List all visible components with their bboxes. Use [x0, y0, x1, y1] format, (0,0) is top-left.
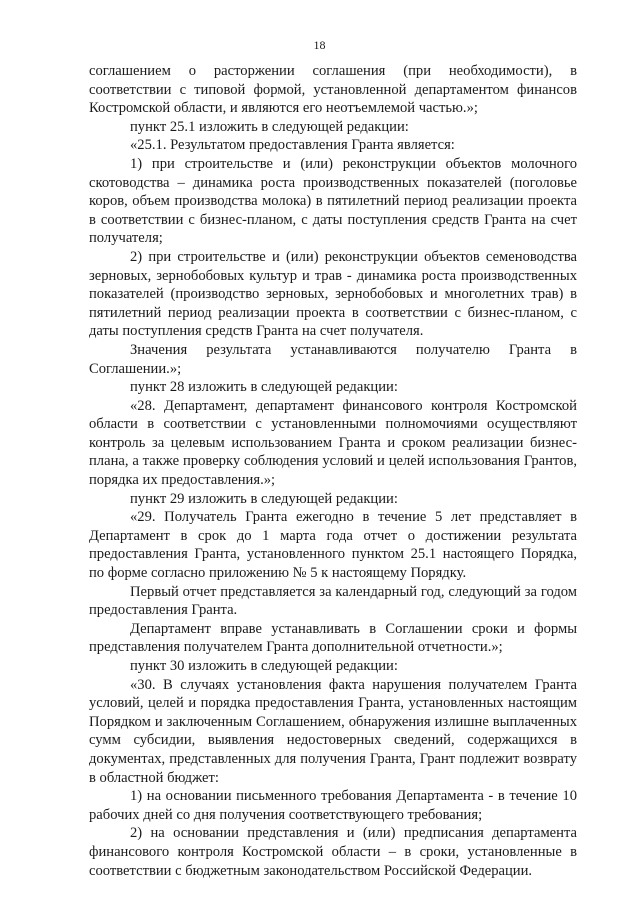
- paragraph-7: пункт 28 изложить в следующей редакции:: [130, 379, 398, 396]
- paragraph-15: 1) на основании письменного требования Департамента - в течение 10 рабочих дней со дня получения соответствующего требования;: [89, 788, 577, 823]
- page-number: 18: [313, 38, 326, 52]
- paragraph-11: Первый отчет представляется за календарный год, следующий за годом предоставления Гранта.: [89, 583, 577, 619]
- paragraph-10: «29. Получатель Гранта ежегодно в течение 5 лет представляет в Департамент в срок до 1 марта года отчет о достижении результата предоставления Гранта, установленного пунктом 25.1 настоящего Порядка, по форме согласно приложению № 5 к настоящему Порядку.: [89, 509, 577, 582]
- paragraph-9: пункт 29 изложить в следующей редакции:: [130, 490, 398, 507]
- paragraph-12: Департамент вправе устанавливать в Соглашении сроки и формы представления получателем Гранта дополнительной отчетности.»;: [89, 620, 577, 656]
- paragraph-16: 2) на основании представления и (или) предписания департамента финансового контроля Костромской области – в сроки, установленные в соответствии с бюджетным законодательством Российской Федерации.: [89, 825, 577, 879]
- paragraph-2: пункт 25.1 изложить в следующей редакции:: [130, 118, 409, 135]
- document-body: [89, 62, 577, 880]
- paragraph-5: 2) при строительстве и (или) реконструкции объектов семеноводства зерновых, зернобобовых культур и трав - динамика роста производственных показателей (производство зерновых, зернобобовых и многолетних трав) в пятилетний период реализации проекта в соответствии с бизнес-планом, с даты поступления средств Гранта на счет получателя.: [89, 248, 577, 340]
- paragraph-6: Значения результата устанавливаются получателю Гранта в Соглашении.»;: [89, 341, 577, 377]
- paragraph-8: «28. Департамент, департамент финансового контроля Костромской области в соответствии с установленными полномочиями осуществляют контроль за целевым использованием Гранта и сроком реализации бизнес-плана, а также проверку соблюдения условий и целей использования Грантов, порядка их предоставления.»;: [89, 397, 577, 489]
- paragraph-4: 1) при строительстве и (или) реконструкции объектов молочного скотоводства – динамика роста производственных показателей (поголовье коров, объем производства молока) в пятилетний период реализации проекта в соответствии с бизнес-планом, с даты поступления средств Гранта на счет получателя;: [89, 155, 577, 247]
- paragraph-14: «30. В случаях установления факта нарушения получателем Гранта условий, целей и порядка предоставления Гранта, установленных настоящим Порядком и заключенным Соглашением, обнаружения излишне выплаченных сумм субсидии, выявления недостоверных сведений, содержащихся в документах, представленных для получения Гранта, Грант подлежит возврату в областной бюджет:: [89, 676, 577, 786]
- paragraph-3: «25.1. Результатом предоставления Гранта является:: [130, 137, 455, 154]
- paragraph-13: пункт 30 изложить в следующей редакции:: [130, 658, 398, 674]
- paragraph-1: соглашением о расторжении соглашения (при необходимости), в соответствии с типовой формой, установленной департаментом финансов Костромской области, и являются его неотъемлемой частью.»;: [89, 63, 577, 117]
